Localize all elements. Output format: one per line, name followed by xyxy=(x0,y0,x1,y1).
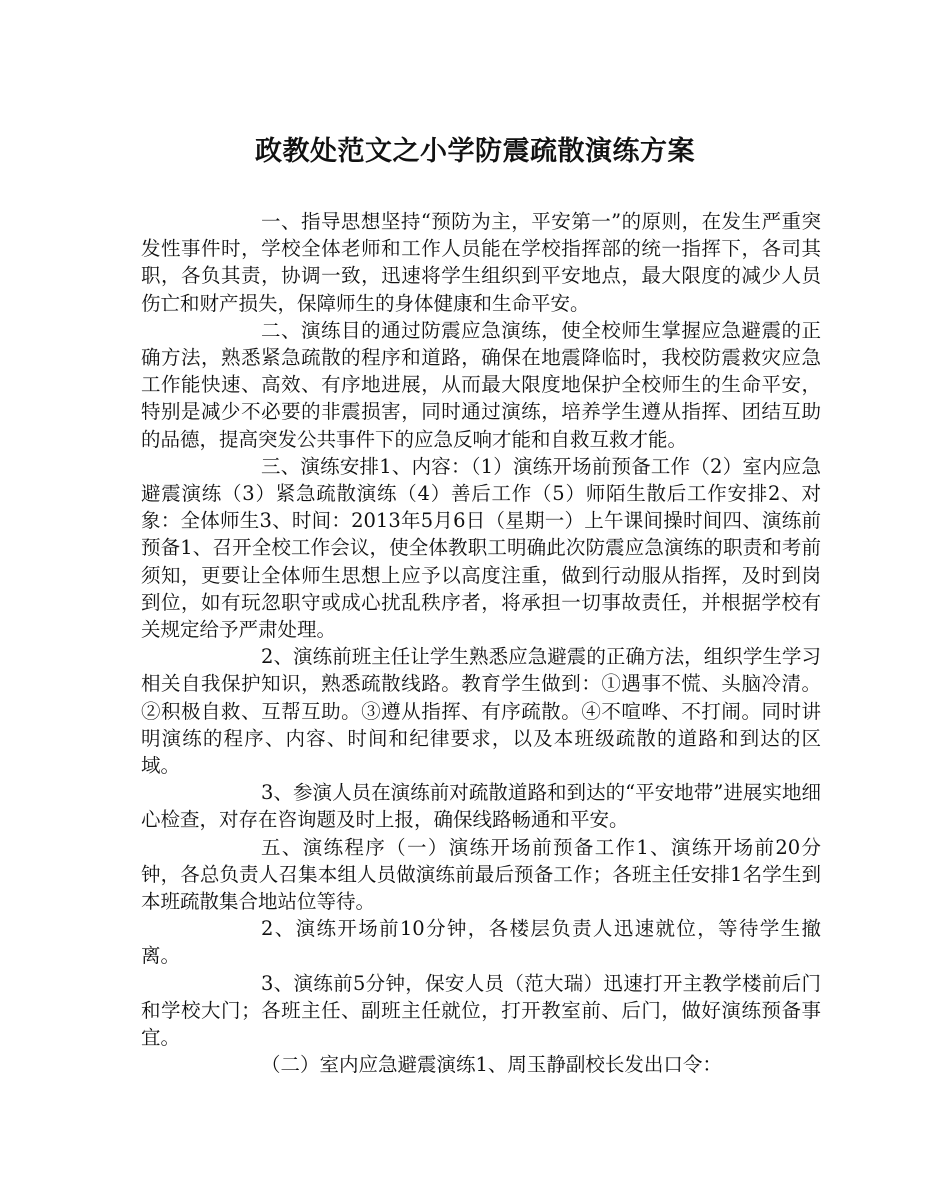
paragraph-drill-arrangement: 三、演练安排1、内容：（1）演练开场前预备工作（2）室内应急避震演练（3）紧急疏散演练（4）善后工作（5）师陌生散后工作安排2、对象：全体师生3、时间：2013年5月6日（星期一）上午课间操时间四、演练前预备1、召开全校工作会议，使全体教职工明确此次防震应急演练的职责和考前须知，更要让全体师生思想上应予以高度注重，做到行动服从指挥，及时到岗到位，如有玩忽职守或成心扰乱秩序者，将承担一切事故责任，并根据学校有关规定给予严肃处理。 xyxy=(141,454,821,642)
paragraph-security-staff: 3、演练前5分钟，保安人员（范大瑞）迅速打开主教学楼前后门和学校大门；各班主任、副班主任就位，打开教室前、后门，做好演练预备事宜。 xyxy=(141,971,821,1050)
document-title: 政教处范文之小学防震疏散演练方案 xyxy=(255,136,695,167)
paragraph-teacher-preparation: 2、演练前班主任让学生熟悉应急避震的正确方法，组织学生学习相关自我保护知识，熟悉疏散线路。教育学生做到：①遇事不慌、头脑冷清。②积极自救、互帮互助。③遵从指挥、有序疏散。④不喧哗、不打闹。同时讲明演练的程序、内容、时间和纪律要求，以及本班级疏散的道路和到达的区域。 xyxy=(141,645,821,778)
paragraph-floor-leaders: 2、演练开场前10分钟，各楼层负责人迅速就位，等待学生撤离。 xyxy=(141,917,821,968)
document-body xyxy=(141,208,821,1079)
paragraph-indoor-drill: （二）室内应急避震演练1、周玉静副校长发出口令： xyxy=(261,1053,722,1077)
paragraph-drill-purpose: 二、演练目的通过防震应急演练，使全校师生掌握应急避震的正确方法，熟悉紧急疏散的程序和道路，确保在地震降临时，我校防震救灾应急工作能快速、高效、有序地进展，从而最大限度地保护全校师生的生命平安，特别是减少不必要的非震损害，同时通过演练，培养学生遵从指挥、团结互助的品德，提高突发公共事件下的应急反响才能和自救互救才能。 xyxy=(141,318,821,451)
paragraph-guiding-ideology: 一、指导思想坚持“预防为主，平安第一”的原则，在发生严重突发性事件时，学校全体老师和工作人员能在学校指挥部的统一指挥下，各司其职，各负其责，协调一致，迅速将学生组织到平安地点，最大限度的减少人员伤亡和财产损失，保障师生的身体健康和生命平安。 xyxy=(141,210,821,315)
paragraph-route-inspection: 3、参演人员在演练前对疏散道路和到达的“平安地带”进展实地细心检查，对存在咨询题及时上报，确保线路畅通和平安。 xyxy=(141,781,821,832)
paragraph-drill-procedure: 五、演练程序（一）演练开场前预备工作1、演练开场前20分钟，各总负责人召集本组人员做演练前最后预备工作；各班主任安排1名学生到本班疏散集合地站位等待。 xyxy=(141,835,821,914)
